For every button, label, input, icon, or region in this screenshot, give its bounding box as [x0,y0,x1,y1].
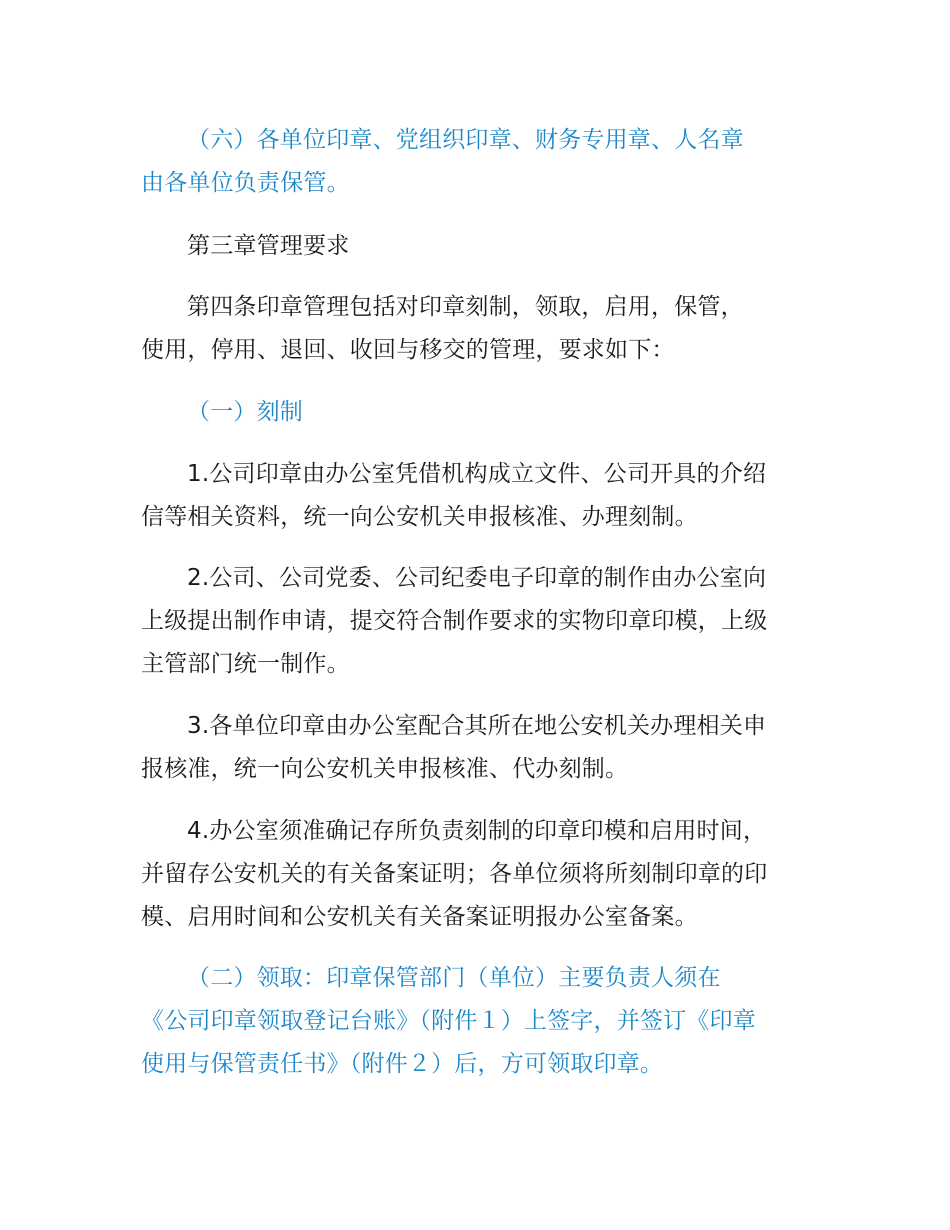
paragraph-line: 并留存公安机关的有关备案证明；各单位须将所刻制印章的印 [141,861,768,887]
paragraph-line: 模、启用时间和公安机关有关备案证明报办公室备案。 [141,904,698,930]
paragraph-line: 第四条印章管理包括对印章刻制，领取，启用，保管， [187,294,744,320]
paragraph-item3 [141,705,821,791]
paragraph-line: （六）各单位印章、党组织印章、财务专用章、人名章 [187,127,744,153]
paragraph-line: 2.公司、公司党委、公司纪委电子印章的制作由办公室向 [187,565,767,591]
chapter3-heading [141,225,821,268]
paragraph-line: 信等相关资料，统一向公安机关申报核准、办理刻制。 [141,504,698,530]
paragraph-line: 由各单位负责保管。 [141,170,350,196]
paragraph-item1 [141,453,821,539]
heading-line: （一）刻制 [187,399,303,425]
paragraph-section6-seal-custody [141,119,821,205]
paragraph-line: 《公司印章领取登记台账》（附件１）上签字，并签订《印章 [141,1008,756,1034]
paragraph-item2 [141,557,821,686]
paragraph-line: 使用与保管责任书》（附件２）后，方可领取印章。 [141,1051,664,1077]
section1-heading [141,391,821,434]
paragraph-line: 4.办公室须准确记存所负责刻制的印章印模和启用时间， [187,818,767,844]
paragraph-item4 [141,810,821,939]
paragraph-line: 主管部门统一制作。 [141,651,350,677]
paragraph-line: 使用，停用、退回、收回与移交的管理，要求如下： [141,337,675,363]
heading-line: 第三章管理要求 [187,233,350,259]
paragraph-line: 报核准，统一向公安机关申报核准、代办刻制。 [141,756,629,782]
paragraph-line: （二）领取：印章保管部门（单位）主要负责人须在 [187,965,721,991]
paragraph-section2-receive [141,957,821,1086]
paragraph-line: 3.各单位印章由办公室配合其所在地公安机关办理相关申 [187,713,767,739]
paragraph-article4 [141,286,821,372]
paragraph-line: 1.公司印章由办公室凭借机构成立文件、公司开具的介绍 [187,461,767,487]
paragraph-line: 上级提出制作申请，提交符合制作要求的实物印章印模，上级 [141,608,768,634]
